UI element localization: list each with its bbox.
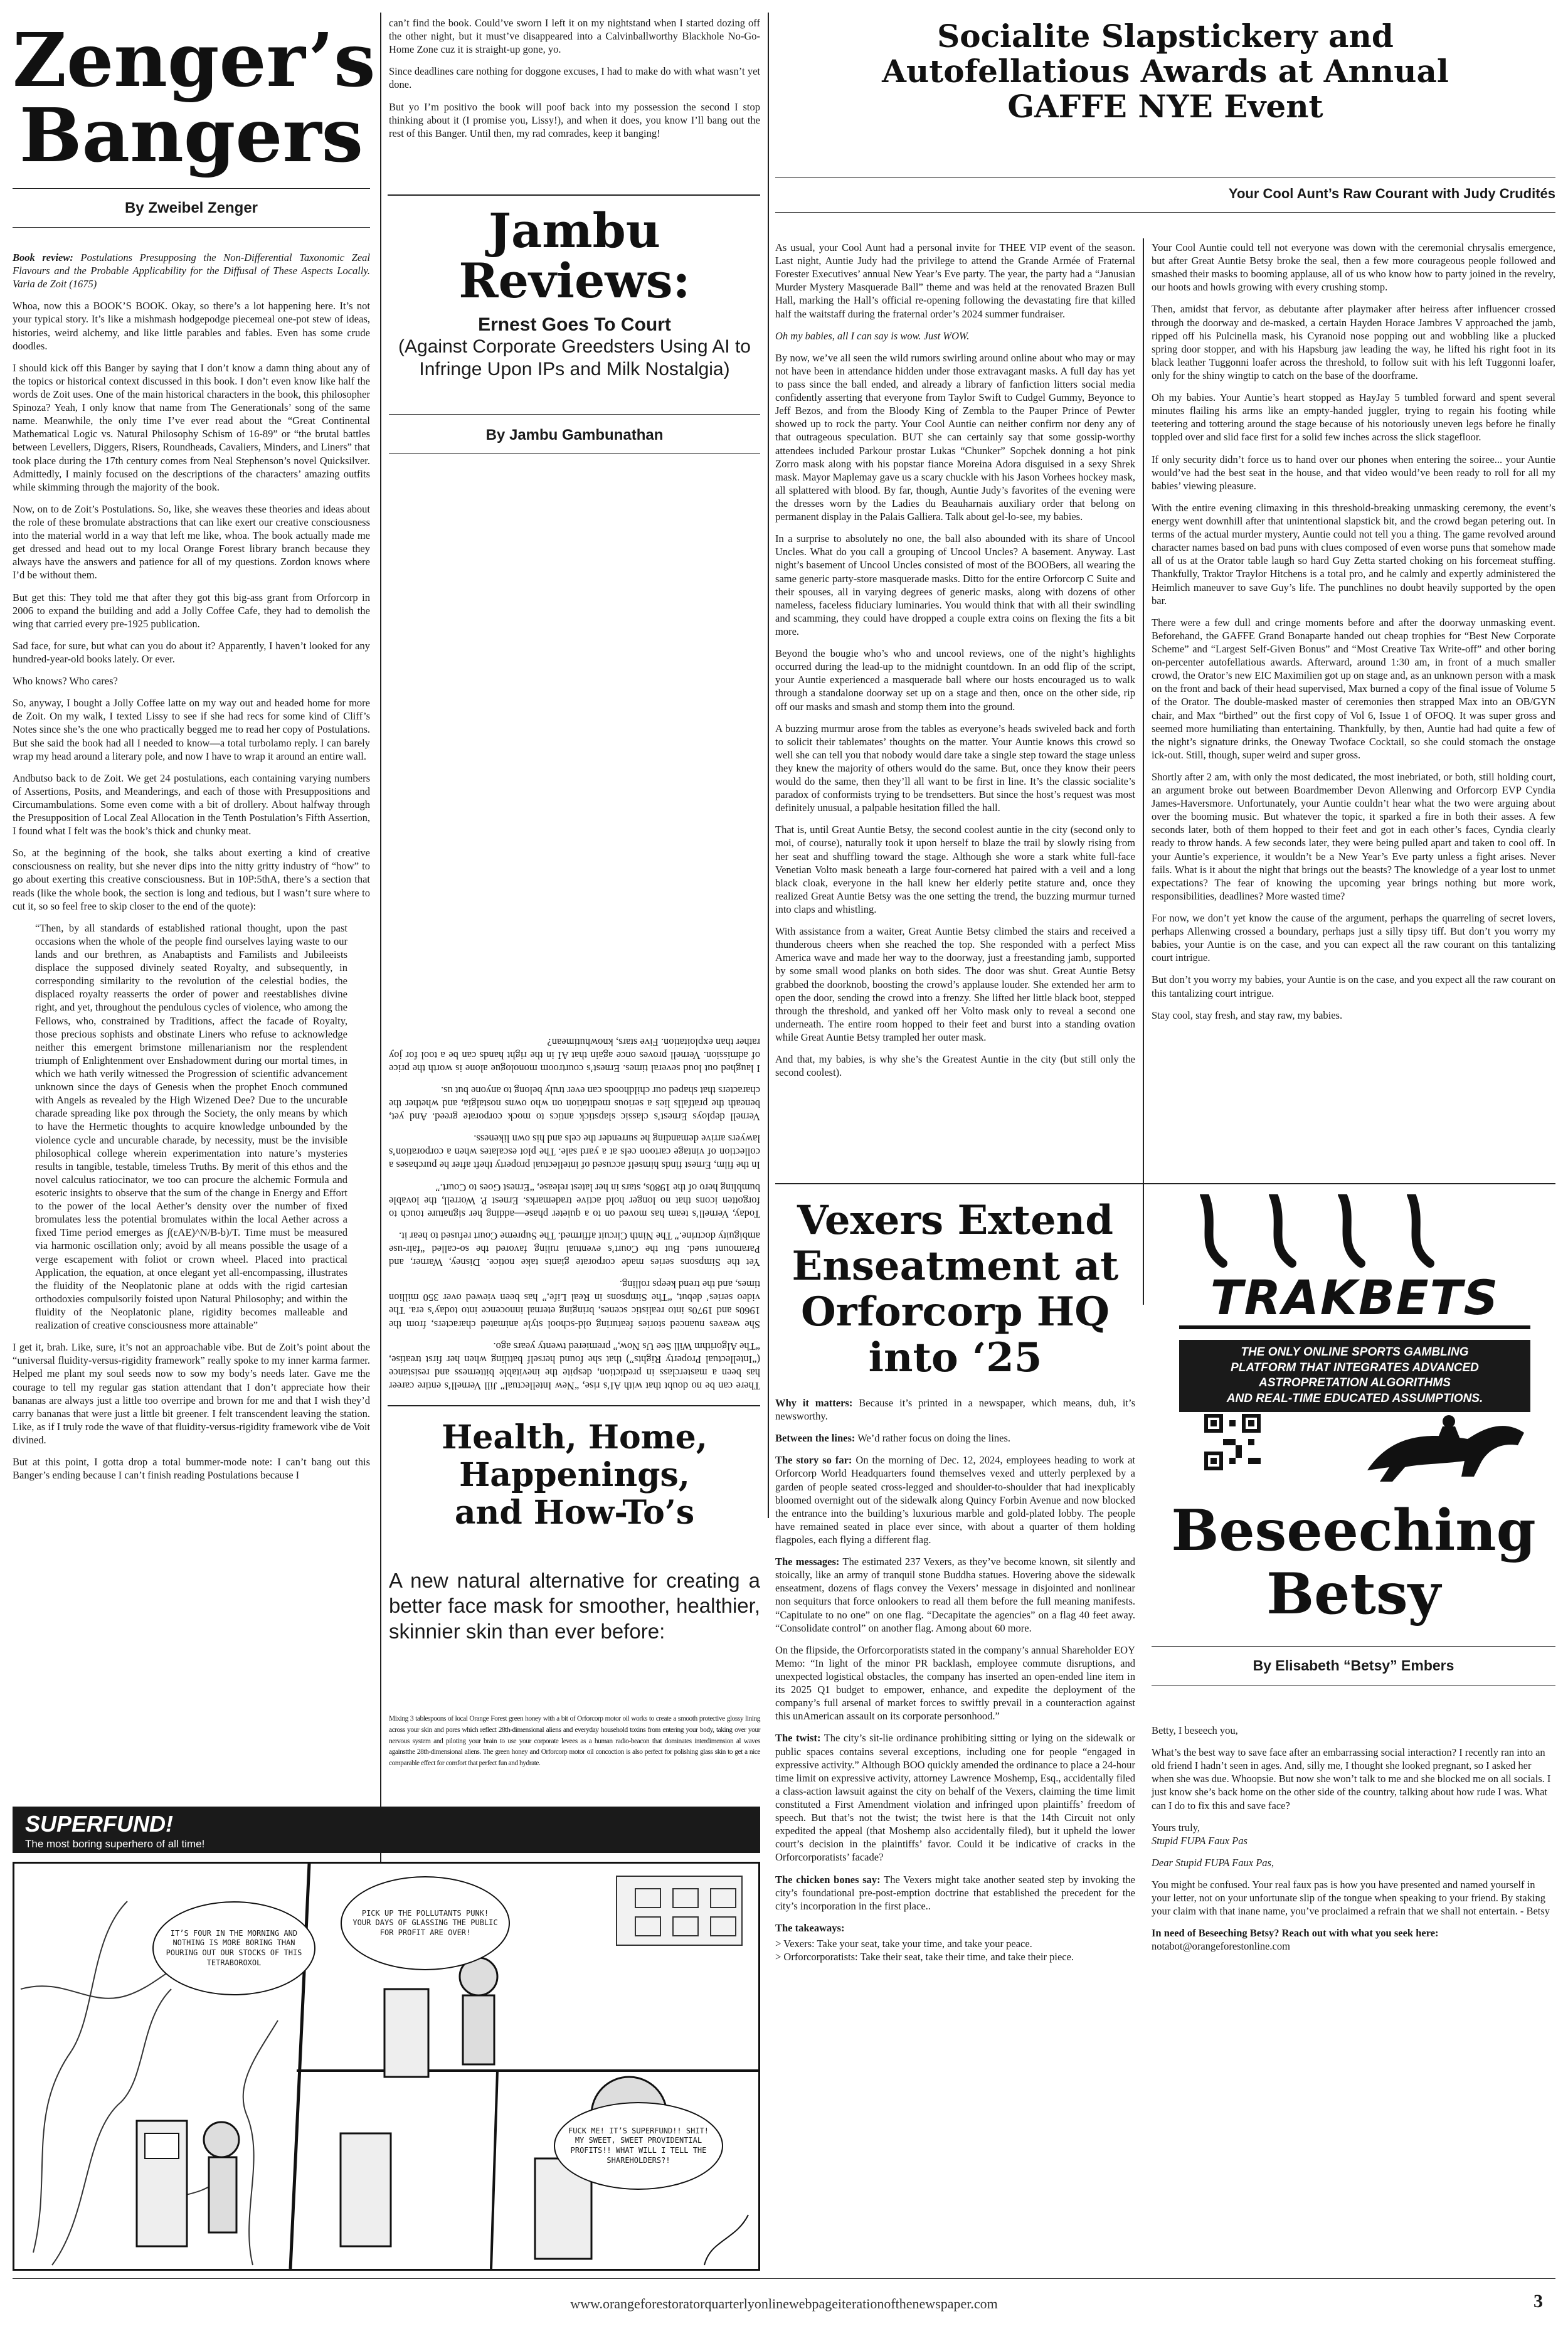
speech-bubble: IT’S FOUR IN THE MORNING AND NOTHING IS MORE BORING THAN POURING OUT OUR STOCKS OF THIS TETRABOROXOL <box>152 1901 315 1995</box>
paragraph: What’s the best way to save face after an embarrassing social interaction? I recently ran into an old friend I hadn’t seen in ages. And, silly me, I thought she looked pregnant, so I asked her when she was due. Whoopsie. But now she won’t talk to me and she blocked me on all socials. I just know she’s back home on the other side of the country, talking about how rude I was. What can I do to fix this and save face? <box>1152 1746 1551 1812</box>
column-rule <box>768 13 769 1518</box>
vexers-item: The twist: The city’s sit-lie ordinance prohibiting sitting or lying on the sidewalk or public spaces contains several exceptions, including one for people “engaged in expressive activity.” Although BOO quickly amended the ordinance to place a 24-hour time limit on expressive activity, attorney Lawrence Moshemp, Esq., accidentally filed a class-action lawsuit against the city on behalf of the Vexers, claiming the time limit constituted a First Amendment violation and infringed upon plaintiffs’ freedom of speech. But that’s not the twist; the twist here is that the 14th Circuit not only expedited the appeal (that Moshemp also accidentally filed), but it upheld the lower court’s decision in the plaintiffs’ favor. Could it be indicative of cracks in the Orforcorporatists’ facade? <box>775 1732 1135 1864</box>
paragraph: But yo I’m positivo the book will poof back into my possession the second I stop thinking about it (I promise you, Lissy!), and when it does, you know I’ll bang out the rest of this Banger. Until then, my rad comrades, keep it banging! <box>389 100 760 139</box>
byline-rule <box>775 177 1555 178</box>
byline-rule <box>775 212 1555 213</box>
zenger-intro: Book review: Postulations Presupposing the Non-Differential Taxonomic Zeal Flavours and the Probable Applicability for the Diffusal of These Aspects Locally. Varia de Zoit (1675) <box>13 252 371 290</box>
byline-rule <box>389 414 760 415</box>
vexers-title: Vexers Extend Enseatment at Orforcorp HQ into ‘25 <box>792 1197 1119 1381</box>
gaffe-title: Socialite Slapstickery and Autofellatious Awards at Annual GAFFE NYE Event <box>882 18 1449 125</box>
paragraph: Betty, I beseech you, <box>1152 1724 1238 1736</box>
comic-panels <box>13 1862 760 2271</box>
zenger-continued <box>389 16 760 149</box>
qr-code-icon[interactable] <box>1204 1414 1261 1470</box>
paragraph: But get this: They told me that after they got this big-ass grant from Orforcorp in 2006 to expand the building and add a Jolly Coffee Cafe, they had to demolish the wing that carried every pre-1925 publication. <box>13 591 370 630</box>
vexers-item: On the flipside, the Orforcorporatists stated in the company’s annual Shareholder EOY Memo: “In light of the minor PR backlash, employee commute disruptions, and unexpected logistical obstacles, the company has inserted an open-ended line item in its 2025 Q1 budget to empower, enhance, and expedite the deployment of the company’s full arsenal of market forces to swiftly prevail in a counteraction against this unAmerican assault on its corporate personhood.” <box>775 1643 1135 1723</box>
paragraph: That is, until Great Auntie Betsy, the second coolest auntie in the city (second only to moi, of course), naturally took it upon herself to blaze the trail by slowly rising from her seat and shuffling toward the stage. Although she wore a stark white full-face Venetian Volto mask beneath a large four-cornered hat paired with a veil and a long black cloak, everyone in the hall knew her elderly petite stature and, once they realized Great Auntie Betsy was the one setting the trend, the buzzing murmur turned into claps and whistling. <box>775 824 1135 916</box>
paragraph: I should kick off this Banger by saying that I don’t know a damn thing about any of the topics or historical context discussed in this book. I don’t even know like half the words de Zoit uses. One of the main historical characters in the book, this philosopher Spinoza? Yeah, I only know that name from The Generationals’ song of the same name. Meanwhile, the only time I’ve ever read about the “Great Continental Mathematical Logic vs. Natural Philosophy Schism of 16-89” or “the brutal battles between Levellers, Diggers, Risers, Roundheads, Cavaliers, Minders, and Liners” that took place during the 17th century comes from Neal Stephenson’s novel Quicksilver. Admittedly, I mainly focused on the descriptions of the characters’ amazing outfits while skimming through the majority of the book. <box>13 361 370 493</box>
health-lede: A new natural alternative for creating a better face mask for smoother, healthier, skinnier skin than ever before: <box>389 1569 760 1643</box>
paragraph: She weaves nuanced stories featuring old-school style animated characters, from the 1960s and 1970s into realistic scenes, bringing eternal innocence into today’s era. The video series’ debut, “The Simpsons in Real Life,” has been viewed over 350 million times, and the trend keeps rolling. <box>389 1278 760 1330</box>
jambu-body-upside-down <box>389 477 760 1393</box>
paragraph: So, at the beginning of the book, she talks about exerting a kind of creative consciousness on reality, but she never dips into the nitty gritty industry of “how” to go about exerting this creative consciousness. But in 10P:5thA, there’s a section that reads (like the whole book, the section is long and tedious, but I wasn’t sure where to cut it, so so feel free to skip closer to the end of the quote): <box>13 847 370 912</box>
paragraph: Yours truly, <box>1152 1821 1200 1834</box>
paragraph: As usual, your Cool Aunt had a personal invite for THEE VIP event of the season. Last night, Auntie Judy had the privilege to attend the Grande Armée of Fraternal Forester Executives’ annual New Year’s Eve party. The year, the party had a “Janusian Murder Mystery Masquerade Ball” theme and was held at the renovated Brazen Bull Hall, marking the Hall’s official re-opening following the devastating fire that killed half the waitstaff during the fraternal order’s 2024 summer fundraiser. <box>775 242 1135 320</box>
health-title: Health, Home, Happenings, and How-To’s <box>442 1418 707 1532</box>
horse-legs-illustration <box>1154 1194 1555 1270</box>
paragraph: Andbutso back to de Zoit. We get 24 postulations, each containing varying numbers of Assertions, Posits, and Meanderings, and each of those with Presuppositions and Circumambulations. Some even come with a bit of drollery. About halfway through the Presupposition of Local Zeal Allocation in the Tenth Postulation’s Fifth Assertion, I found what I felt was the book’s thick and chunky meat. <box>13 772 370 837</box>
betsy-body <box>1152 1724 1555 1953</box>
paragraph: And that, my babies, is why she’s the Greatest Auntie in the city (but still only the second coolest). <box>775 1053 1135 1079</box>
health-fine-print: Mixing 3 tablespoons of local Orange Forest green honey with a bit of Orforcorp motor oil works to create a smooth protective glossy lining across your skin and pores which reflect 28th-dimensional aliens and everyday household toxins from entering your body, taking over your nervous system and piloting your brain to use your corporate levees as a human radio-beacon that dominates interdimension al waves againstthe 28th-dimensional aliens. The green honey and Orforcorp motor oil concoction is also perfect for polishing glass skin to get a nice comparable effect for comfort that perfect fun and hydrate. <box>389 1715 760 1768</box>
pump-machine <box>384 1989 428 2077</box>
vexers-item: Why it matters: Because it’s printed in a newspaper, which means, duh, it’s newsworthy. <box>775 1397 1135 1423</box>
paragraph: You might be confused. Your real faux pas is how you have presented and named yourself in your letter, not on your unfortunate slip of the tongue when speaking to your friend. By staking your claim with that inane name, you’ve proclaimed a refrain that we shall not entertain. - Betsy <box>1152 1878 1550 1918</box>
paragraph: Stupid FUPA Faux Pas <box>1152 1834 1248 1847</box>
paragraph: Beyond the bougie who’s who and uncool reviews, one of the night’s highlights occurred during the lead-up to the midnight countdown. In an odd flip of the script, your Auntie experienced a masquerade ball where our hosts encouraged us to walk through a standalone doorway set up on a stage and then, once on the other side, rip off our masks and smash and stomp them into the ground. <box>775 647 1135 713</box>
paragraph: For now, we don’t yet know the cause of the argument, perhaps the quarreling of secret lovers, perhaps Allenwing crossed a boundary, perhaps just a silly tipsy tiff. But don’t you worry my babies, your Auntie is on the case, and you can expect all the raw courant on this tantalizing court intrigue. <box>1152 912 1555 964</box>
trakbets-tagline: THE ONLY ONLINE SPORTS GAMBLING PLATFORM THAT INTEGRATES ADVANCED ASTROPRETATION ALGORITHMS AND REAL-TIME EDUCATED ASSUMPTIONS. <box>1179 1340 1530 1412</box>
section-rule <box>388 194 760 196</box>
superfund-header <box>13 1807 760 1853</box>
paragraph: I laughed out loud several times. Ernest’s courtroom monologue alone is worth the price of admission. Vernell proves once again that AI in the right hands can be a tool for joy rather than exploitation. Five stars, knowhutimean? <box>389 1036 760 1075</box>
jockey-horse-icon <box>1355 1408 1543 1483</box>
gaffe-col2 <box>1152 241 1555 1031</box>
zenger-byline: By Zweibel Zenger <box>124 199 258 216</box>
vexers-item: The chicken bones say: The Vexers might take another seated step by invoking the city’s foundational pre-post-emption doctrine that established the precedent for the city’s incorporation in the first place.. <box>775 1873 1135 1912</box>
jambu-subtitle: Ernest Goes To Court (Against Corporate Greedsters Using AI to Infringe Upon IPs and Milk Nostalgia) <box>398 314 751 380</box>
byline-rule <box>389 453 760 454</box>
betsy-title: Beseeching Betsy <box>1171 1497 1536 1627</box>
paragraph: Your Cool Auntie could tell not everyone was down with the ceremonial chrysalis emergence, but after Great Auntie Betsy broke the seal, then a few more courageous people followed and smashed their masks to booming applause, all of us who know how to party joined in the revelry, our hoots and howls growing with every crushing stomp. <box>1152 242 1555 294</box>
speech-bubble: PICK UP THE POLLUTANTS PUNK! YOUR DAYS OF GLASSING THE PUBLIC FOR PROFIT ARE OVER! <box>341 1876 510 1970</box>
zenger-title: Zenger’s Bangers <box>13 16 376 179</box>
trakbets-ad[interactable] <box>1154 1194 1555 1483</box>
speech-bubble: FUCK ME! IT’S SUPERFUND!! SHIT! MY SWEET, SWEET PROVIDENTIAL PROFITS!! WHAT WILL I TELL THE SHAREHOLDERS?! <box>554 2102 723 2190</box>
page-number: 3 <box>1534 2291 1543 2312</box>
betsy-email-link[interactable]: notabot@orangeforestonline.com <box>1152 1940 1290 1953</box>
paragraph: With assistance from a waiter, Great Auntie Betsy climbed the stairs and received a thunderous cheers when she reached the top. She responded with a perfect Miss America wave and made her way to the doorway, just a freestanding jamb, supported by some small wood planks on both sides. The door was shut. Great Auntie Betsy grabbed the doorknob, boosting the crowd’s applause louder. She extended her arm to open the door, sending the crowd into a frenzy. She lifted her little black boot, stepped through the threshold, and yanked off her Volto mask only to reveal a second one underneath. The entire room hopped to their feet and burst into a standing ovation while Great Auntie Betsy trampled her outer mask. <box>775 925 1135 1044</box>
paragraph: But don’t you worry my babies, your Auntie is on the case, and you expect all the raw courant on this tantalizing court intrigue. <box>1152 974 1555 999</box>
paragraph: Since deadlines care nothing for doggone excuses, I had to make do with what wasn’t yet done. <box>389 65 760 91</box>
vexers-body <box>775 1396 1135 1963</box>
paragraph: In a surprise to absolutely no one, the ball also abounded with its share of Uncool Uncles. What do you call a grouping of Uncool Uncles? A basement. Anyway. Last night’s basement of Uncool Uncles consisted of most of the BOOBers, all wearing the same generic party-store masquerade masks. Ditto for the entire Orforcorp C Suite and their spouses, all in varying degrees of generic masks, along with dozens of other nameless, faceless fiduciary luminaries. You would think that with all their swindling and scamming, they could have dropped a couple extra coins on flexing the fits a bit more. <box>775 533 1135 637</box>
vexers-item: The story so far: On the morning of Dec. 12, 2024, employees heading to work at Orforcorp World Headquarters found themselves vexed and utterly perplexed by a garden of people seated cross-legged and shoulder-to-shoulder that had inexplicably bloomed overnight out of the sidewalk along Quincy Forbin Avenue and now blocked the entrance into the building’s luxurious marble and gold-plated lobby. The people have remained seated in place ever since, with about a quarter of them holding flagpoles, each flying a different flag. <box>775 1454 1136 1546</box>
paragraph: By now, we’ve all seen the wild rumors swirling around online about who may or may not have been in attendance hidden under those extravagant masks. A full day has yet to pass since the ball ended, and already a library of fanfiction litters social media confidently asserting that everyone from Taylor Swift to Cudgel Gummy, Beyonce to Jeff Bezos, and from the Bloody King of Zembla to the Pauper Prince of Pewter showed up to rock the party. Your Cool Auntie can neither confirm nor deny any of that outrageous speculation. BUT she can certainly say that some gossip-worthy attendees included Parkour prostar Lukas “Chunker” Sopchek donning a hot pink Zorro mask along with his popstar fiance Moreina Adora disguised in a sexy Shrek mask. Mayor Maplemay gave us a scary chuckle with his Jason Vorhees hockey mask, all splattered with blood. By far, though, Auntie Judy’s favorites of the evening were the dresses worn by the Ladies du Beauharnais auxiliary order that belong on permanent display in the Palais Galliera. Talk about gel-lo-see, my babies. <box>775 351 1135 523</box>
gaffe-col1 <box>775 241 1135 1088</box>
paragraph: So, anyway, I bought a Jolly Coffee latte on my way out and headed home for more de Zoit. On my walk, I texted Lissy to see if she had recs for some kind of Cliff’s Notes since she’s the one who practically begged me to read her copy of Postulations. But she said the book had all I needed to know—a total turbolamo reply. I can barely wrap my head around a literary pole, and now I have to wrap it around an entire wall. <box>13 697 370 762</box>
paragraph: Stay cool, stay fresh, and stay raw, my babies. <box>1152 1009 1343 1021</box>
paragraph: Vernell deploys Ernest’s classic slapstick antics to mock corporate greed. And yet, beneath the pratfalls lies a serious meditation on who owns nostalgia, and whether the characters that shaped our childhoods can ever truly belong to anyone but us. <box>389 1084 760 1123</box>
column-rule <box>1143 238 1144 1305</box>
trakbets-logo: TRAKBETS <box>1179 1270 1530 1329</box>
gaffe-byline: Your Cool Aunt’s Raw Courant with Judy Crudités <box>1228 186 1555 201</box>
byline-rule <box>13 227 370 228</box>
paragraph: A buzzing murmur arose from the tables as everyone’s heads swiveled back and forth to solicit their tablemates’ thoughts on the matter. Your Auntie knows this crowd so well she can tell you that nobody would dare take a single step toward the stage unless they knew the majority of others would do the same. But, once they know their peers would do the same, then they’ll all want to be first in line. It’s the classic socialite’s paradox of conformists trying to be trendsetters. But since the host’s request was most definitely unusual, a palpable hesitation filled the hall. <box>775 722 1135 814</box>
paragraph: Yet the Simpsons series made corporate giants take notice. Disney, Warner, and Paramount sued. But the Court’s eventual ruling favored the so-called “fair-use ambiguity doctrine.” The Ninth Circuit affirmed. The Supreme Court refused to hear it. <box>389 1229 760 1269</box>
paragraph: I get it, brah. Like, sure, it’s not an approachable vibe. But de Zoit’s point about the “universal fluidity-versus-rigidity framework” really spoke to my inner karma farmer. Helped me plant my soul seeds now to sow my body’s needs later. Gave me the courage to tell my regular gas station attendant that I don’t appreciate how their bananas are always just a little too overripe and brown for me and that I wish they’d carry bananas that were just a little bit greener. I felt transcendent leaving the station. Like, as if I truly rode the wave of that fluidity-versus-rigidity framework vibe de Voit divined. <box>13 1341 370 1446</box>
paragraph: But at this point, I gotta drop a total bummer-mode note: I can’t bang out this Banger’s ending because I can’t finish reading Postulations because I <box>13 1456 370 1482</box>
paragraph: There were a few dull and cringe moments before and after the doorway unmasking event. Beforehand, the GAFFE Grand Bonaparte handed out cheap trophies for “Best New Corporate Scheme” and “Largest Self-Given Bonus” and “Most Creative Tax Write-off” and other boring on-percenter autofellatious awards. Afterward, around 1:30 am, in front of a much smaller crowd, the Orator’s new EIC Maximilien got up on stage and, as an unknown person with a mask on the front and back of their head supervised, Max burned a copy of the final issue of Volume 5 of the Orator. The double-masked master of ceremonies then strapped Max into an OB/GYN chair, and Max “birthed” out the first copy of Vol 6, Issue 1 of OFOQ. It was super gross and seemed more humiliating than entertaining. Thankfully, by then, Auntie had had quite a few of the night’s signature drinks, the Oneway Twoface Cocktail, so she could stomach the onstage ick-out. Still, though, super weird and super gross. <box>1152 616 1555 761</box>
section-rule <box>388 1405 760 1406</box>
zenger-body <box>13 251 370 1490</box>
paragraph: Sad face, for sure, but what can you do about it? Apparently, I haven’t looked for any hundred-year-old books lately. Or ever. <box>13 639 370 665</box>
pump-machine <box>341 2133 391 2246</box>
betsy-cta: In need of Beseeching Betsy? Reach out with what you seek here: <box>1152 1927 1439 1940</box>
jambu-title: Jambu Reviews: <box>458 203 691 309</box>
paragraph: can’t find the book. Could’ve sworn I left it on my nightstand when I started dozing off the other night, but it must’ve disappeared into a Calvinballworthy Blackhole No-Go-Home Zone cuz it is straight-up gone, yo. <box>389 17 760 56</box>
takeaway: > Orforcorporatists: Take their seat, take their time, and take their piece. <box>775 1951 1074 1963</box>
paragraph: Then, amidst that fervor, as debutante after playmaker after heiress after influencer crossed through the doorway and de-masked, a certain Hayden Horace Jambres V approached the jamb, ripped off his Pulcinella mask, his Cyranoid nose popping out and wobbling like a plucked spring door stopper, and with his Hapsburg jaw leading the way, he lifted his right foot in its black leather Tuggonni loafer across the threshold, to follow suit with his left Tuggonni loafer, only for the shiny wingtip to catch on the base of the doorframe. <box>1152 303 1555 381</box>
paragraph: In the film, Ernest finds himself accused of intellectual property theft after he purchases a collection of vintage cartoon cels at a yard sale. The plot escalates when a corporation’s lawyers arrive demanding he surrender the cels and his own likeness. <box>389 1133 760 1172</box>
vexers-item: The takeaways: <box>775 1921 845 1934</box>
footer-rule <box>13 2278 1555 2279</box>
paragraph: Whoa, now this a BOOK’S BOOK. Okay, so there’s a lot happening here. It’s not your typical story. It’s like a mishmash hodgepodge piecemeal one-pot stew of ideas, histories, weird alchemy, and like little parables and fables. Even has some crude doodles. <box>13 300 370 352</box>
paragraph: Dear Stupid FUPA Faux Pas, <box>1152 1856 1274 1869</box>
takeaway: > Vexers: Take your seat, take your time, and take your peace. <box>775 1937 1032 1950</box>
paragraph: Who knows? Who cares? <box>13 675 118 687</box>
superfund-subtitle: The most boring superhero of all time! <box>25 1838 205 1850</box>
vexers-item: Between the lines: We’d rather focus on doing the lines. <box>775 1432 1011 1445</box>
paragraph: Oh my babies, all I can say is wow. Just WOW. <box>775 329 970 342</box>
paragraph: Oh my babies. Your Auntie’s heart stopped as HayJay 5 tumbled forward and spent several minutes flailing his arms like an empty-handed juggler, trying to regain his footing while teetering and tottering around the stage because of his notoriously uneven legs before he finally toppled over and slid face first for a solid few inches across the slick stagefloor. <box>1152 391 1555 443</box>
jambu-byline: By Jambu Gambunathan <box>485 427 664 443</box>
paragraph: There can be no doubt that with AI’s rise, “New Intellectual” Jill Vernell’s entire career has been a masterclass in prediction, despite the inevitable bitterness and resistance (“Intellectual Property Rights”) that she found herself battling when her first treatise, “The Algorithm Will See Us Now,” premiered twenty years ago. <box>389 1340 760 1392</box>
superfund-title: SUPERFUND! <box>25 1811 174 1837</box>
footer-url[interactable]: www.orangeforestoratorquarterlyonlinewebpageiterationofthenewspaper.com <box>570 2296 998 2312</box>
paragraph: Today, Vernell’s team has moved on to a quieter phase—adding her signature touch to forgotten icons that no longer hold active trademarks. Ernest P. Worrell, the lovable bumbling hero of the 1980s, stars in her latest release, “Ernest Goes to Court.” <box>389 1181 760 1220</box>
byline-rule <box>1152 1646 1555 1647</box>
paragraph: If only security didn’t force us to hand over our phones when entering the soiree... your Auntie would’ve had the best seat in the house, and that video would’ve been ready to roll for all my babies’ viewing pleasure. <box>1152 453 1555 492</box>
byline-rule <box>13 188 370 189</box>
section-rule <box>775 1183 1555 1184</box>
paragraph: With the entire evening climaxing in this threshold-breaking unmasking ceremony, the event’s energy went downhill after that unintentional slapstick bit, and the crowd began petering out. In terms of the actual murder mystery, Auntie could not tell you a thing. The game revolved around character names based on bad puns with clues composed of even worse puns that somehow made all of us at the Orator table laugh so hard Guy Zetta started choking on his forcemeat stuffing. Thankfully, Traktor Traylor Hitchens is a total pro, and he calmly and expertly administered the Heimlich maneuver to save Guy’s life. The punchlines no doubt heavily supported by the open bar. <box>1152 501 1555 607</box>
paragraph: Now, on to de Zoit’s Postulations. So, like, she weaves these theories and ideas about the role of these bromulate abstractions that can like exert our creative consciousness into the material world in a way that left me like, whoa. The book actually made me get dressed and head out to my local Orange Forest library branch because they always have the answers and patience for all of my questions. Zordon knows where I’d be without them. <box>13 502 370 581</box>
betsy-byline: By Elisabeth “Betsy” Embers <box>1253 1657 1454 1674</box>
vexers-item: The messages: The estimated 237 Vexers, as they’ve become known, sit silently and stoically, like an army of tranquil stone Buddha statues. Hovering above the sidewalk enseatment, dozens of flags convey the Vexers’ message in disjointed and nonlinear non sequiturs that force onlookers to read all them before the full meaning manifests. “Capitulate to no one” on one flag. “Decapitate the agencies” on a flag 40 feet away. “Consolidate control” on another flag. Among about 60 more. <box>775 1556 1136 1634</box>
paragraph: Shortly after 2 am, with only the most dedicated, the most inebriated, or both, still holding court, an argument broke out between Boardmember Devon Allenwing and Orforcorp EVP Cyndia James-Haversmore. Unfortunately, your Auntie couldn’t hear what the two were arguing about over the booming music. But whatever the topic, it sparked a fire in both their asses. A few seconds later, both of them hopped to their feet and got in each other’s faces, Cyndia clearly ready to throw hands. A few seconds later, they were being pulled apart and taken to cool off. In your Auntie’s experience, it wouldn’t be a New Year’s Eve party unless a fight arises. Never fails. What is it about the night that brings out the beasts? The knowledge of a year lost to unmet expectations? The fear of knowing the upcoming year brings nothing but more work, responsibilities, deadlines? More wasted time? <box>1152 770 1555 902</box>
block-quote: “Then, by all standards of established rational thought, upon the past occasions when the whole of the people find ourselves laying waste to our lands and our brethren, as Anabaptists and Familists and Jubileeists displace the supposed divinely seated Royalty, and subsequently, in corresponding similarity to the revolution of the celestial bodies, the displaced royalty reasserts the order of power and reestablishes divine right, and yet, throughout the pendulous cycles of violence, who among the Fellows, who, constrained by Traditions, affect the facade of Royalty, those precious sophists and obstinate Liners who refuse to acknowledge neither this emergent brimstone millenarianism nor the resplendent triumph of Enlightenment over Enshadowment during our mortal times, in which we hath verily witnessed the Progression of scientific advancement unknown since the days of Genesis when the prophet Enoch communed with Angels as revealed by the High Wizened Dee? Due to the uncurable charade spreading like pox through the Society, the only means by which to have the Hermetic thoughts to acquire knowledge unbounded by the violence cycle and uncurable charade, by necessity, must be the invisible philosophical college wherein experimentation into nature’s mysteries results in tangible, testable, timeless Truths. By merit of this ethos and the novel calculus ratiocinator, we too can procure the alchemic Formula and esoteric insights to observe that the sum of the change in Energy and Effort to the power of the local Aether’s density over the number of fixed bromulates less the potential bromulates within the local Aether across a fixed Time period emerges as ∫(εΑΕ)^N/B-b)/Τ. Time must be measured via harmonic oscillation only; avoid by all means possible the usage of a verge escapement with foliot or crown wheel. Placed into practical Application, the equation, at once elegant yet all-encompassing, illustrates the fluidity of the Neoplatonic plane at odds with the rigid cartesian orthodoxies compulsorily foisted upon Natural Philosophy; and within the fluidity of the Neoplatonic plane, rigidity becomes malleable and realization of creative consciousness more attainable” <box>35 921 347 1332</box>
